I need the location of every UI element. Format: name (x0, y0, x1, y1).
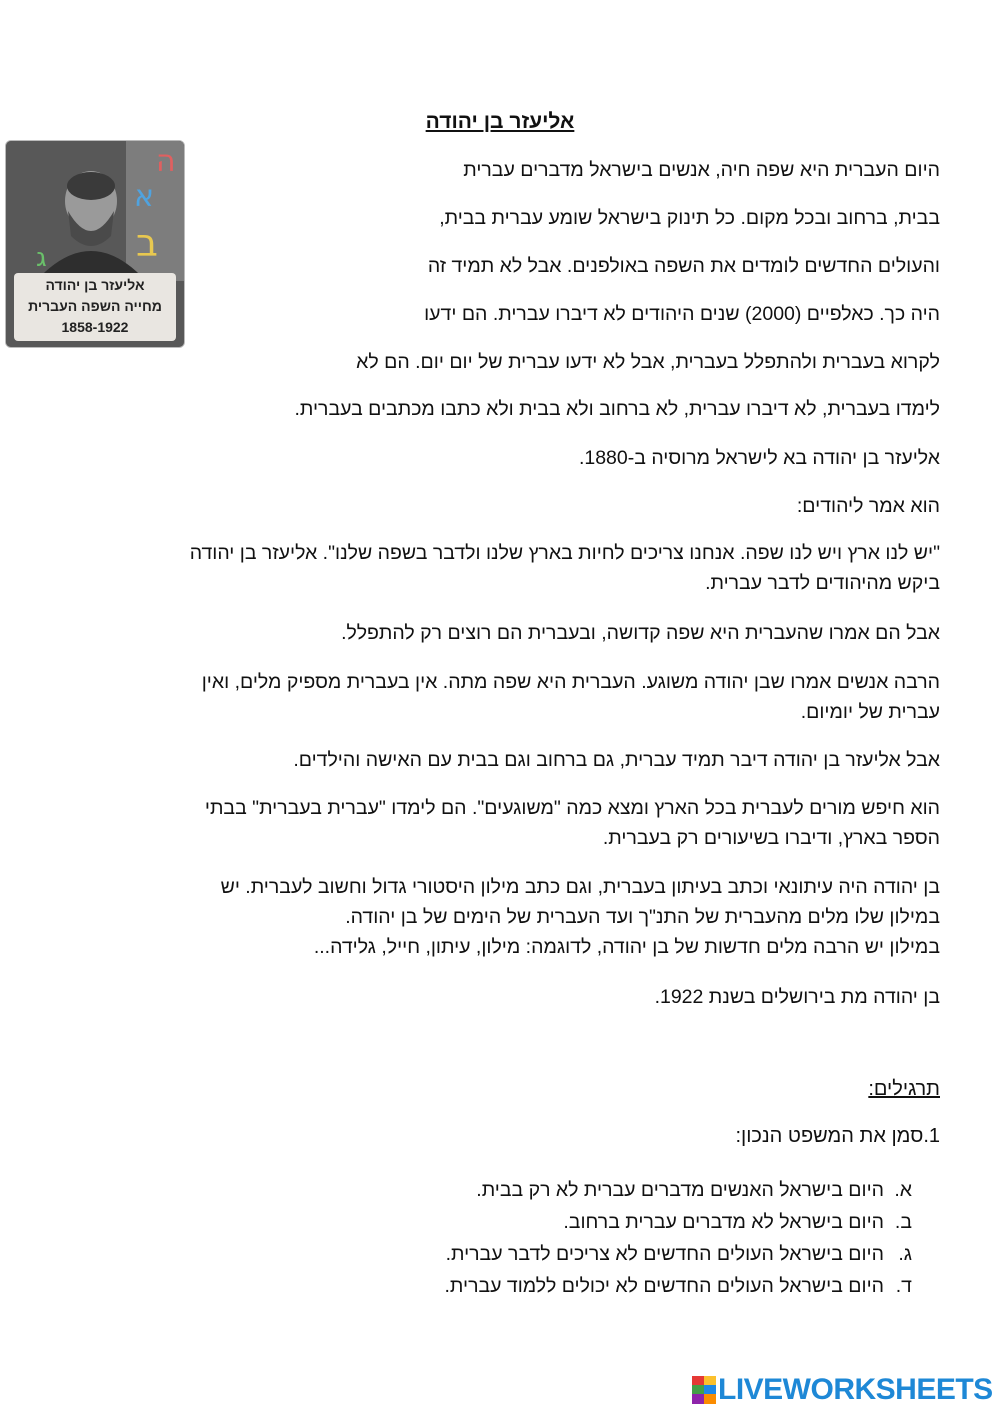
liveworksheets-logo[interactable] (692, 1373, 993, 1407)
letter-he: ה (156, 144, 176, 179)
intro-line: הוא אמר ליהודים: (796, 495, 940, 517)
letter-bet: ב (136, 221, 158, 265)
paragraph-line: במילון שלו מלים מהעברית של התנ"ך ועד העברית של הימים של בן יהודה. (345, 906, 940, 928)
option-letter: א. (894, 1179, 912, 1201)
paragraph-line: אבל הם אמרו שהעברית היא שפה קדושה, ובעברית הם רוצים רק להתפלל. (341, 622, 940, 644)
paragraph-line: הרבה אנשים אמרו שבן יהודה משוגע. העברית היא שפה מתה. אין בעברית מספיק מלים, ואין (201, 671, 940, 693)
answer-options (445, 1174, 912, 1302)
portrait-caption (14, 273, 176, 341)
intro-line: לימדו בעברית, לא דיברו עברית, לא ברחוב ולא בבית ולא כתבו מכתבים בעברית. (294, 398, 940, 420)
paragraph-line: "יש לנו ארץ ויש לנו שפה. אנחנו צריכים לחיות בארץ שלנו ולדבר בשפה שלנו". אליעזר בן יהודה (189, 542, 940, 564)
caption-years: 1858-1922 (61, 319, 129, 335)
option-text: היום בישראל האנשים מדברים עברית לא רק בבית. (476, 1179, 884, 1201)
page-title: אליעזר בן יהודה (425, 110, 575, 133)
option-letter: ד. (895, 1275, 912, 1297)
answer-option-b[interactable] (445, 1206, 912, 1238)
answer-option-a[interactable] (445, 1174, 912, 1206)
paragraph-line: הספר בארץ, ודיברו בשיעורים רק בעברית. (602, 827, 940, 849)
paragraph-dictionary (80, 872, 940, 962)
caption-subtitle: מחייה השפה העברית (28, 298, 162, 314)
paragraph-line: אבל אליעזר בן יהודה דיבר תמיד עברית, גם ברחוב וגם בבית עם האישה והילדים. (293, 749, 940, 771)
option-letter: ב. (894, 1211, 912, 1233)
answer-option-d[interactable] (445, 1270, 912, 1302)
logo-text: LIVEWORKSHEETS (718, 1373, 993, 1406)
exercise-question: 1.סמן את המשפט הנכון: (735, 1125, 940, 1147)
letter-alef: א (134, 179, 155, 214)
option-text: היום בישראל לא מדברים עברית ברחוב. (563, 1211, 884, 1233)
paragraph-crazy (80, 667, 940, 727)
option-letter: ג. (898, 1243, 912, 1265)
intro-line: והעולים החדשים לומדים את השפה באולפנים. אבל לא תמיד זה (427, 255, 940, 277)
intro-line: אליעזר בן יהודה בא לישראל מרוסיה ב-1880. (578, 447, 940, 469)
answer-option-c[interactable] (445, 1238, 912, 1270)
paragraph-line: בן יהודה מת בירושלים בשנת 1922. (654, 986, 940, 1008)
paragraph-line: הוא חיפש מורים לעברית בכל הארץ ומצא כמה "משוגעים". הם לימדו "עברית בעברית" בבתי (204, 797, 940, 819)
intro-line: היום העברית היא שפה חיה, אנשים בישראל מדברים עברית (463, 159, 940, 181)
intro-line: בבית, ברחוב ובכל מקום. כל תינוק בישראל שומע עברית בבית, (439, 207, 940, 229)
option-text: היום בישראל העולים החדשים לא יכולים ללמוד עברית. (444, 1275, 884, 1297)
paragraph-line: במילון יש הרבה מלים חדשות של בן יהודה, לדוגמה: מילון, עיתון, חייל, גלידה... (313, 936, 940, 958)
paragraph-death (80, 982, 940, 1012)
intro-line: לקרוא בעברית ולהתפלל בעברית, אבל לא ידעו עברית של יום יום. הם לא (356, 351, 940, 373)
letter-gimel: ג (36, 243, 47, 273)
portrait-image (5, 140, 185, 348)
logo-blocks-icon (692, 1376, 716, 1404)
paragraph-teachers (80, 793, 940, 853)
caption-name: אליעזר בן יהודה (45, 277, 145, 293)
paragraph-line: ביקש מהיהודים לדבר עברית. (705, 572, 940, 594)
paragraph-line: בן יהודה היה עיתונאי וכתב בעיתון בעברית, וגם כתב מילון היסטורי גדול וחשוב לעברית. יש (220, 876, 940, 898)
intro-line: היה כך. כאלפיים (2000) שנים היהודים לא דיברו עברית. הם ידעו (424, 303, 940, 325)
exercises-title: תרגילים: (868, 1078, 940, 1100)
paragraph-line: עברית של יומיום. (800, 701, 940, 723)
paragraph-always-hebrew (80, 745, 940, 775)
option-text: היום בישראל העולים החדשים לא צריכים לדבר עברית. (445, 1243, 884, 1265)
paragraph-holy-language (80, 618, 940, 648)
paragraph-quote (80, 538, 940, 598)
